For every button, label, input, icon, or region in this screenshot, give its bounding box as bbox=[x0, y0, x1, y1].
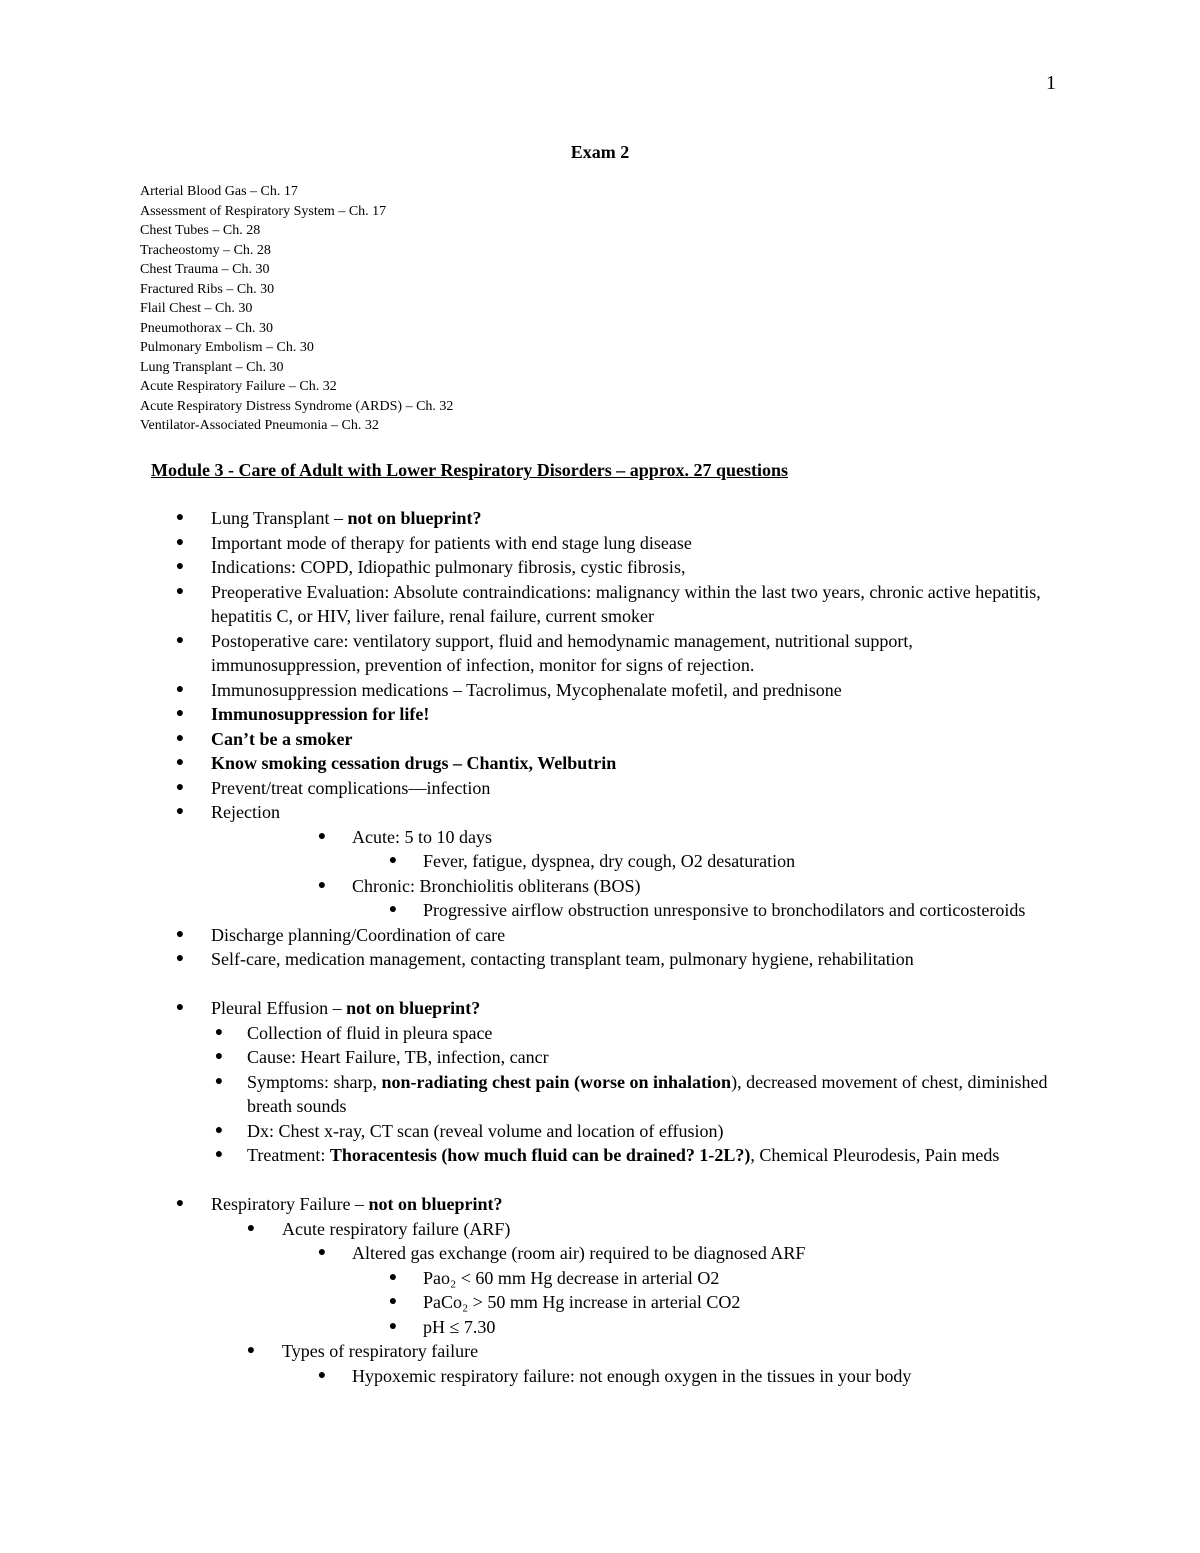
outline-item bbox=[0, 776, 1200, 801]
outline-subitem bbox=[0, 1290, 1200, 1315]
bullet-icon: ● bbox=[175, 681, 185, 697]
bullet-icon: ● bbox=[317, 1245, 327, 1260]
outline-item bbox=[0, 678, 1200, 703]
blueprint-note: not on blueprint? bbox=[347, 508, 482, 528]
outline-item bbox=[0, 800, 1200, 825]
outline-item-respiratory-failure bbox=[0, 1192, 1200, 1217]
bullet-icon: ● bbox=[388, 1269, 398, 1285]
bullet-icon: ● bbox=[246, 1220, 256, 1236]
bullet-icon: ● bbox=[175, 779, 185, 795]
outline-item bbox=[0, 751, 1200, 776]
outline-text: Indications: COPD, Idiopathic pulmonary fibrosis, cystic fibrosis, bbox=[211, 557, 686, 577]
outline-subitem bbox=[0, 1364, 1200, 1389]
outline-text-bold: Can’t be a smoker bbox=[211, 728, 353, 749]
bullet-icon: ● bbox=[175, 951, 185, 966]
outline-text: Acute respiratory failure (ARF) bbox=[282, 1218, 511, 1239]
outline-text: Important mode of therapy for patients with end stage lung disease bbox=[211, 532, 692, 553]
outline-text: Types of respiratory failure bbox=[282, 1341, 479, 1361]
bullet-icon: ● bbox=[175, 706, 185, 721]
outline-subitem bbox=[0, 1241, 1200, 1266]
bullet-icon: ● bbox=[175, 804, 185, 819]
outline-text: Treatment: bbox=[247, 1145, 330, 1165]
outline-text: Postoperative care: ventilatory support, fluid and hemodynamic management, nutritional support, immunosuppression, prevention of infection, monitor for signs of rejection. bbox=[211, 630, 913, 675]
topic-item: Chest Trauma – Ch. 30 bbox=[140, 262, 270, 277]
outline-subitem bbox=[0, 849, 1200, 874]
bullet-icon: ● bbox=[175, 559, 185, 574]
bullet-icon: ● bbox=[317, 1367, 327, 1383]
bullet-icon: ● bbox=[317, 828, 327, 844]
bullet-icon: ● bbox=[388, 853, 398, 868]
outline-item bbox=[0, 727, 1200, 752]
outline-text: Dx: Chest x-ray, CT scan (reveal volume and location of effusion) bbox=[247, 1120, 724, 1141]
outline-item bbox=[0, 923, 1200, 948]
outline-subitem bbox=[0, 1119, 1200, 1144]
outline-text-bold: Thoracentesis (how much fluid can be drained? 1-2L?) bbox=[329, 1145, 751, 1165]
outline-subitem bbox=[0, 874, 1200, 899]
section-header-label: Pleural Effusion – bbox=[211, 998, 347, 1018]
topic-item: Pulmonary Embolism – Ch. 30 bbox=[140, 340, 314, 355]
bullet-icon: ● bbox=[214, 1073, 224, 1089]
bullet-icon: ● bbox=[214, 1122, 224, 1138]
outline-text: Discharge planning/Coordination of care bbox=[211, 924, 506, 945]
outline-text: Chronic: Bronchiolitis obliterans (BOS) bbox=[352, 875, 641, 896]
outline-text: pH ≤ 7.30 bbox=[423, 1316, 496, 1337]
outline-text: Collection of fluid in pleura space bbox=[247, 1022, 493, 1043]
outline-text: Immunosuppression medications – Tacrolimus, Mycophenalate mofetil, and prednisone bbox=[211, 679, 842, 700]
topic-item: Ventilator-Associated Pneumonia – Ch. 32 bbox=[140, 418, 379, 433]
topic-item: Fractured Ribs – Ch. 30 bbox=[140, 281, 275, 297]
outline-item-pleural-effusion bbox=[0, 996, 1200, 1021]
outline-subitem bbox=[0, 1045, 1200, 1070]
bullet-icon: ● bbox=[214, 1024, 224, 1040]
topic-item: Arterial Blood Gas – Ch. 17 bbox=[140, 184, 298, 199]
outline-item-lung-transplant bbox=[0, 506, 1200, 531]
outline-item bbox=[0, 555, 1200, 580]
outline-text: Acute: 5 to 10 days bbox=[352, 826, 492, 847]
outline-subitem bbox=[0, 898, 1200, 923]
section-header-label: Respiratory Failure – bbox=[211, 1194, 369, 1214]
outline-text: , Chemical Pleurodesis, Pain meds bbox=[750, 1145, 1000, 1165]
bullet-icon: ● bbox=[175, 755, 185, 770]
outline-text: Symptoms: sharp, bbox=[247, 1071, 382, 1092]
spacer bbox=[0, 1168, 1200, 1193]
outline-item bbox=[0, 629, 1200, 678]
spacer bbox=[0, 972, 1200, 997]
outline-item bbox=[0, 702, 1200, 727]
topic-item: Assessment of Respiratory System – Ch. 17 bbox=[140, 203, 387, 219]
notes-outline bbox=[0, 506, 1200, 1388]
outline-text: Prevent/treat complications—infection bbox=[211, 777, 491, 798]
topic-item: Flail Chest – Ch. 30 bbox=[140, 301, 253, 316]
outline-text: Rejection bbox=[211, 802, 280, 822]
outline-subitem bbox=[0, 1339, 1200, 1364]
outline-text: Self-care, medication management, contacting transplant team, pulmonary hygiene, rehabilitation bbox=[211, 949, 914, 969]
bullet-icon: ● bbox=[388, 902, 398, 917]
page-number: 1 bbox=[1046, 72, 1056, 94]
blueprint-note: not on blueprint? bbox=[368, 1194, 503, 1214]
outline-item bbox=[0, 580, 1200, 629]
outline-text: Pao₂ < 60 mm Hg decrease in arterial O2 bbox=[423, 1267, 720, 1288]
topic-item: Pneumothorax – Ch. 30 bbox=[140, 320, 273, 336]
outline-text: Altered gas exchange (room air) required to be diagnosed ARF bbox=[352, 1243, 806, 1263]
outline-text: Cause: Heart Failure, TB, infection, cancr bbox=[247, 1047, 549, 1067]
topic-item: Tracheostomy – Ch. 28 bbox=[140, 242, 271, 258]
topic-item: Chest Tubes – Ch. 28 bbox=[140, 223, 261, 238]
outline-subitem bbox=[0, 1070, 1200, 1119]
bullet-icon: ● bbox=[175, 926, 185, 942]
topic-item: Acute Respiratory Distress Syndrome (ARDS) – Ch. 32 bbox=[140, 398, 454, 414]
outline-item bbox=[0, 531, 1200, 556]
outline-text-bold: non-radiating chest pain (worse on inhalation bbox=[381, 1071, 732, 1092]
blueprint-note: not on blueprint? bbox=[346, 998, 481, 1018]
outline-subitem bbox=[0, 1143, 1200, 1168]
outline-text: Hypoxemic respiratory failure: not enough oxygen in the tissues in your body bbox=[352, 1365, 912, 1386]
bullet-icon: ● bbox=[388, 1318, 398, 1334]
bullet-icon: ● bbox=[246, 1343, 256, 1358]
bullet-icon: ● bbox=[214, 1147, 224, 1162]
document-title: Exam 2 bbox=[570, 142, 630, 162]
bullet-icon: ● bbox=[175, 632, 185, 648]
outline-text: ), decreased movement of chest, diminished breath sounds bbox=[247, 1071, 1048, 1116]
bullet-icon: ● bbox=[175, 1196, 185, 1211]
outline-subitem bbox=[0, 1266, 1200, 1291]
bullet-icon: ● bbox=[175, 730, 185, 746]
exam-topic-list bbox=[140, 182, 453, 436]
outline-item bbox=[0, 947, 1200, 972]
bullet-icon: ● bbox=[175, 534, 185, 550]
topic-item: Acute Respiratory Failure – Ch. 32 bbox=[140, 379, 337, 394]
outline-subitem bbox=[0, 1217, 1200, 1242]
bullet-icon: ● bbox=[214, 1049, 224, 1064]
bullet-icon: ● bbox=[175, 583, 185, 599]
outline-text-bold: Immunosuppression for life! bbox=[211, 704, 430, 724]
bullet-icon: ● bbox=[317, 877, 327, 893]
module-heading: Module 3 - Care of Adult with Lower Respiratory Disorders – approx. 27 questions bbox=[151, 460, 789, 480]
outline-text: Fever, fatigue, dyspnea, dry cough, O2 desaturation bbox=[423, 851, 796, 871]
outline-subitem bbox=[0, 1021, 1200, 1046]
outline-text-bold: Know smoking cessation drugs – Chantix, Welbutrin bbox=[211, 753, 617, 773]
bullet-icon: ● bbox=[175, 1000, 185, 1015]
outline-subitem bbox=[0, 825, 1200, 850]
topic-item: Lung Transplant – Ch. 30 bbox=[140, 359, 284, 375]
bullet-icon: ● bbox=[388, 1294, 398, 1309]
outline-text: Progressive airflow obstruction unresponsive to bronchodilators and corticosteroids bbox=[423, 900, 1026, 920]
outline-text: Preoperative Evaluation: Absolute contraindications: malignancy within the last two years, chronic active hepatitis, hepatitis C, or HIV, liver failure, renal failure, current smoker bbox=[211, 581, 1041, 626]
bullet-icon: ● bbox=[175, 510, 185, 525]
outline-subitem bbox=[0, 1315, 1200, 1340]
outline-text: PaCo₂ > 50 mm Hg increase in arterial CO2 bbox=[423, 1292, 741, 1312]
section-header-label: Lung Transplant – bbox=[211, 508, 348, 528]
